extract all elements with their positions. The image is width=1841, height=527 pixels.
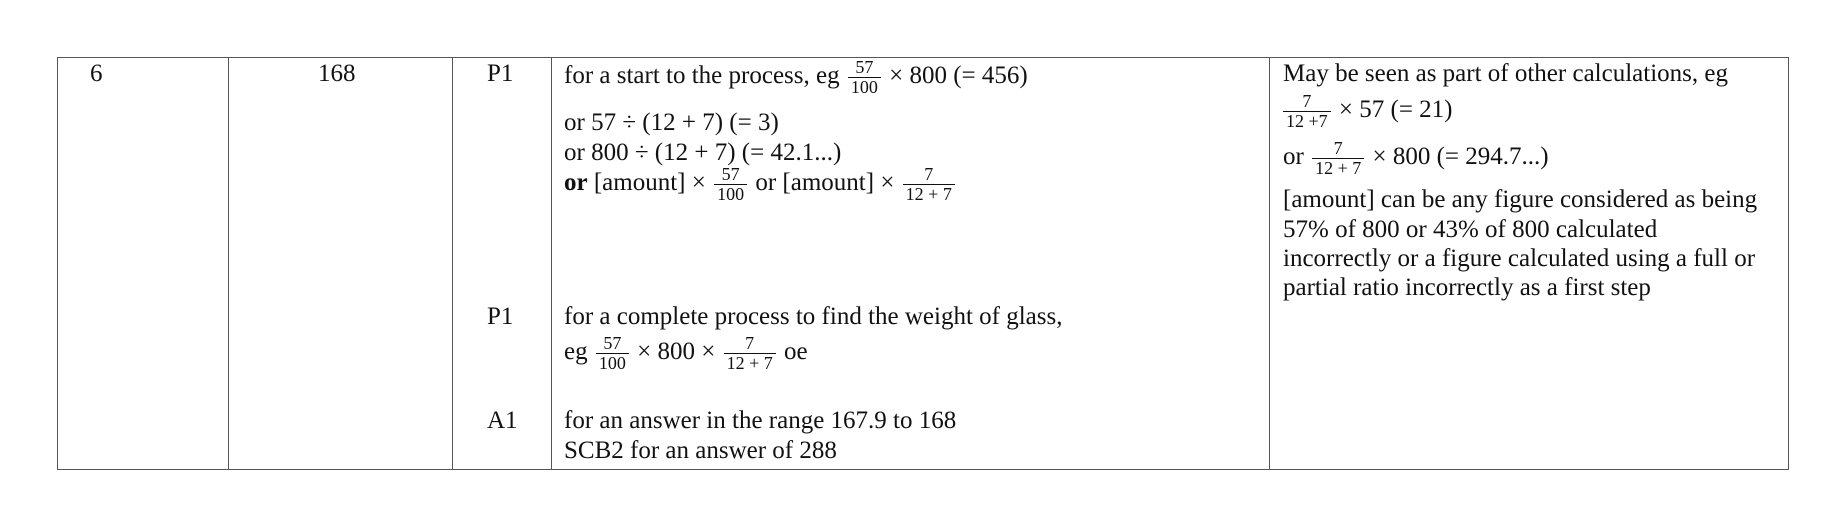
mark-code: P1 <box>487 303 514 330</box>
mark-note-line: or 57 ÷ (12 + 7) (= 3) <box>564 109 779 136</box>
guidance-line: May be seen as part of other calculations, eg <box>1283 60 1728 87</box>
mark-note-line: for a complete process to find the weight of glass, <box>564 303 1063 330</box>
answer-value: 168 <box>318 60 356 87</box>
question-number: 6 <box>90 60 103 87</box>
fraction: $\frac{57}{100}$ <box>848 58 881 97</box>
mark-code: P1 <box>487 60 514 87</box>
mark-code: A1 <box>487 407 518 434</box>
mark-note-line: for an answer in the range 167.9 to 168 <box>564 407 957 434</box>
mark-note-line: SCB2 for an answer of 288 <box>564 437 837 464</box>
column-divider <box>452 58 453 469</box>
guidance-line: incorrectly or a figure calculated using a full or <box>1283 245 1756 272</box>
guidance-line: partial ratio incorrectly as a first step <box>1283 274 1651 301</box>
guidance-line: [amount] can be any figure considered as being <box>1283 186 1758 213</box>
column-divider <box>551 58 552 469</box>
mark-note-line: eg $\frac{57}{100}$ × 800 × $\frac{7}{12 + 7}$ oe <box>564 333 808 373</box>
column-divider <box>228 58 229 469</box>
fraction: $\frac{57}{100}$ <box>714 165 747 204</box>
fraction: $\frac{7}{12 + 7}$ <box>724 334 776 373</box>
fraction: $\frac{7}{12 + 7}$ <box>1312 139 1364 178</box>
mark-note-line: or [amount] × $\frac{57}{100}$ or [amount] × $\frac{7}{12 + 7}$ <box>564 165 957 204</box>
mark-scheme-table <box>57 57 1789 470</box>
mark-note-line: for a start to the process, eg $\frac{57}{100}$ × 800 (= 456) <box>564 57 1028 97</box>
guidance-line: or $\frac{7}{12 + 7}$ × 800 (= 294.7...) <box>1283 138 1549 178</box>
mark-note <box>564 58 1028 97</box>
guidance-line: 57% of 800 or 43% of 800 calculated <box>1283 216 1658 243</box>
mark-note-line: or 800 ÷ (12 + 7) (= 42.1...) <box>564 139 842 166</box>
fraction: $\frac{57}{100}$ <box>596 334 629 373</box>
fraction: $\frac{7}{12 +7}$ <box>1283 92 1331 131</box>
fraction: $\frac{7}{12 + 7}$ <box>903 165 955 204</box>
column-divider <box>1269 58 1270 469</box>
guidance-line: $\frac{7}{12 +7}$ × 57 (= 21) <box>1283 92 1453 131</box>
